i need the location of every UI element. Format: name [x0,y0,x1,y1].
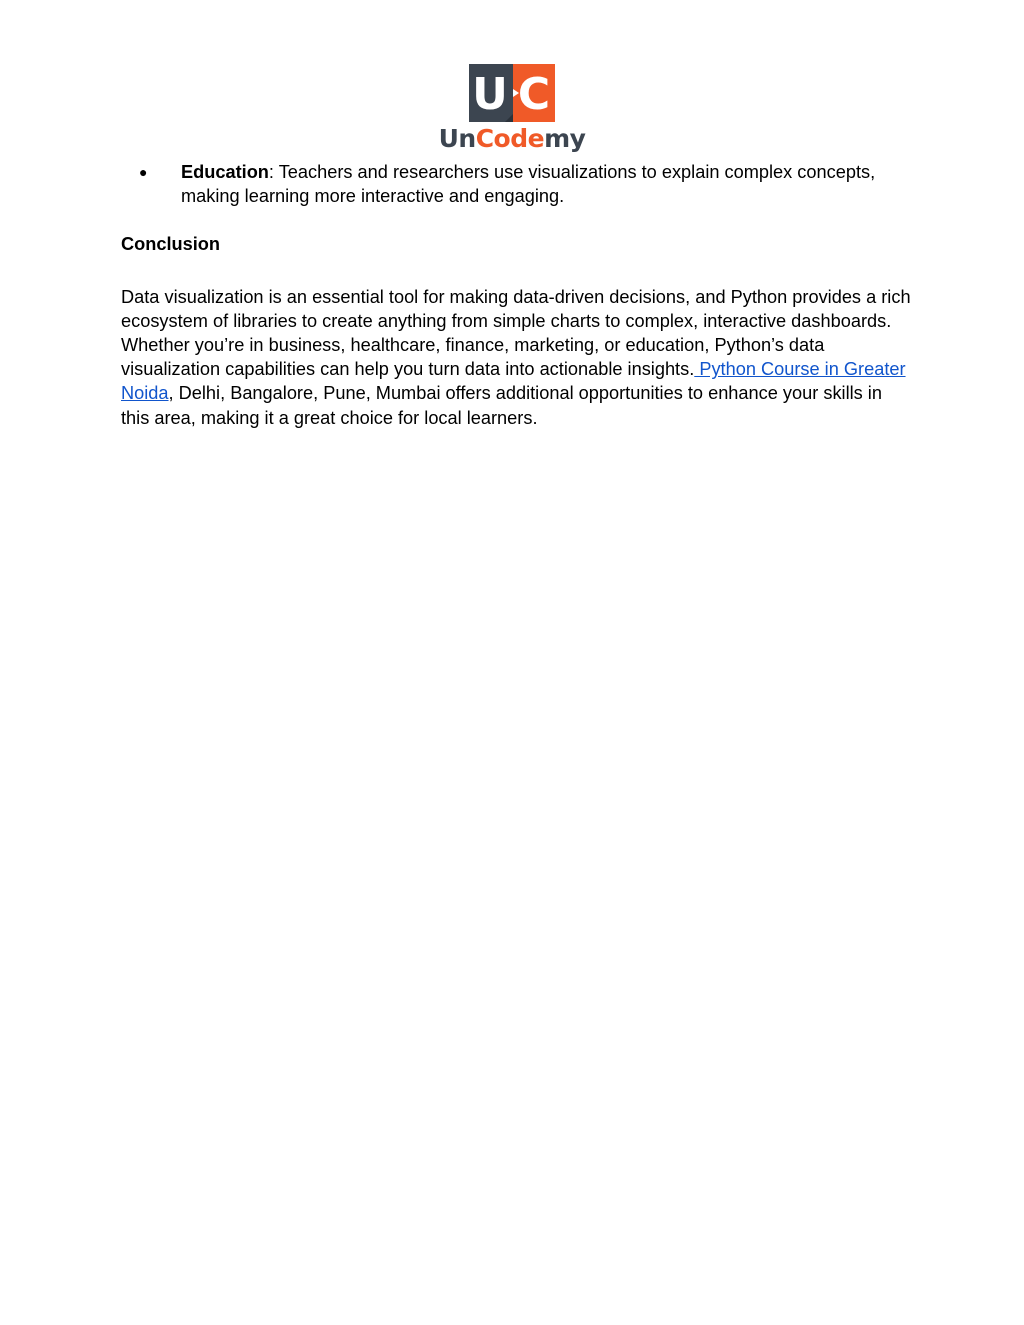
logo-letter-u: U [472,69,508,120]
conclusion-text-after-link: , Delhi, Bangalore, Pune, Mumbai offers additional opportunities to enhance your skills in this area, making it a great choice for local learners. [121,383,882,428]
logo-wordmark-un: Un [438,124,476,153]
python-course-link[interactable]: Python Course in Greater Noida [121,359,906,404]
uncodemy-logo [436,58,588,158]
logo-wordmark-my: my [544,124,586,153]
bullet-text: : Teachers and researchers use visualizations to explain complex concepts, making learning more interactive and engaging. [181,162,876,207]
uc-logo-mark-icon [469,64,555,122]
bullet-icon: ● [139,164,148,180]
logo-wordmark [436,124,588,154]
conclusion-heading: Conclusion [121,234,221,255]
conclusion-paragraph [121,285,911,430]
list-item-education [121,160,911,208]
conclusion-text-before-link: Data visualization is an essential tool for making data-driven decisions, and Python provides a rich ecosystem of libraries to create anything from simple charts to complex, interactive dashboards. Whether you’re in business, healthcare, finance, marketing, or education, Python’s data visualization capabilities can help you turn data into actionable insights. [121,286,911,380]
bullet-term: Education [181,162,269,182]
logo-letter-c: C [517,69,551,120]
logo-wordmark-code: Code [475,124,545,153]
document-body [121,160,911,430]
